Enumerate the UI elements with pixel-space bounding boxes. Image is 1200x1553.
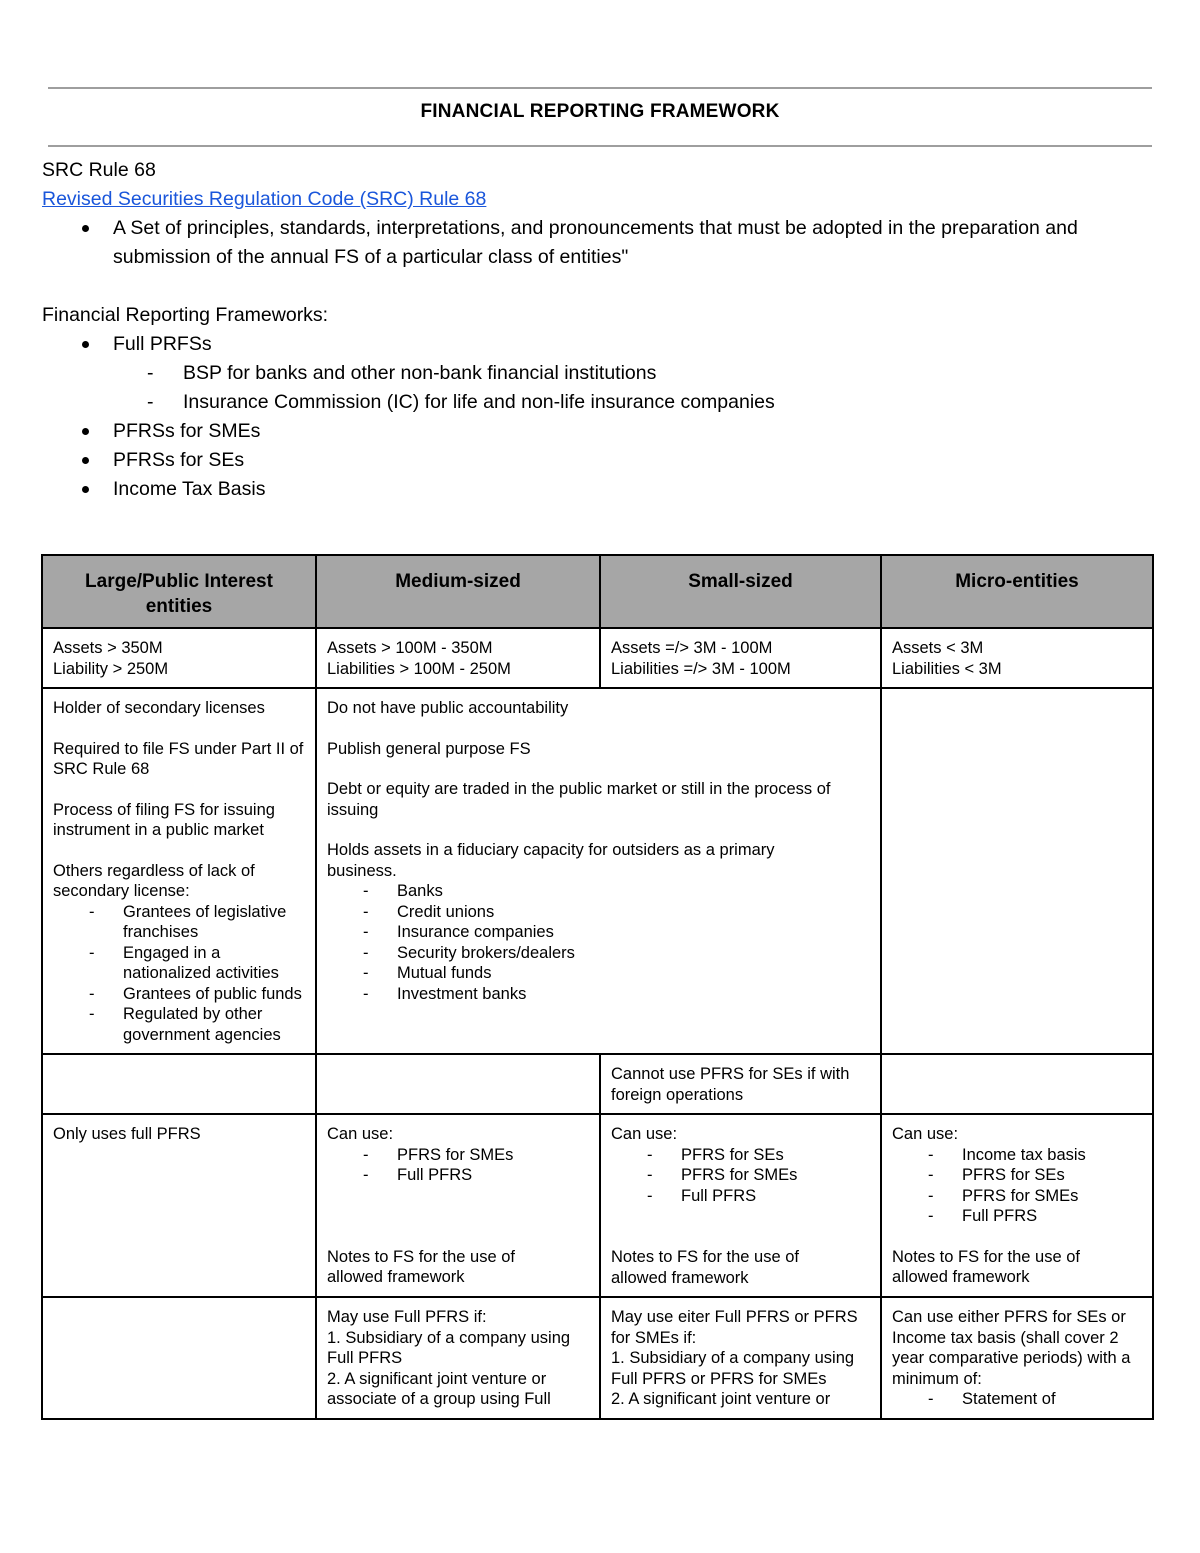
condition-text: May use eiter Full PFRS or PFRS for SMEs if: — [611, 1308, 858, 1347]
entity-classification-table — [41, 554, 1154, 1420]
criteria-text: Publish general purpose FS — [327, 739, 531, 758]
usage-medium — [316, 1114, 600, 1297]
list-item: - PFRS for SMEs — [327, 1145, 589, 1166]
list-item: - Full PFRS — [611, 1186, 870, 1207]
empty-cell — [316, 1054, 600, 1114]
empty-cell — [42, 1297, 316, 1419]
criteria-text: Do not have public accountability — [327, 699, 569, 717]
document-title: FINANCIAL REPORTING FRAMEWORK — [420, 101, 780, 122]
list-item: - Income tax basis — [892, 1145, 1142, 1166]
conditions-medium — [316, 1297, 600, 1419]
definition-list — [42, 214, 1152, 272]
table-row — [42, 628, 1153, 688]
usage-small — [600, 1114, 881, 1297]
empty-cell — [881, 1054, 1153, 1114]
assets-threshold: Assets > 350M — [53, 639, 163, 657]
frameworks-list — [42, 330, 1152, 504]
src-rule-link[interactable]: Revised Securities Regulation Code (SRC) Rule 68 — [42, 188, 487, 210]
threshold-large — [42, 628, 316, 688]
criteria-list — [327, 881, 870, 1004]
criteria-text: Holds assets in a fiduciary capacity for outsiders as a primary business. — [327, 841, 775, 880]
list-item: - Grantees of legislative franchises — [53, 902, 305, 943]
statement-list — [892, 1389, 1142, 1410]
threshold-micro — [881, 628, 1153, 688]
list-item: - PFRS for SEs — [611, 1145, 870, 1166]
assets-threshold: Assets > 100M - 350M — [327, 639, 493, 657]
list-item: - Engaged in a nationalized activities — [53, 943, 305, 984]
notes-text: Notes to FS for the use of allowed framework — [611, 1248, 800, 1287]
threshold-medium — [316, 628, 600, 688]
framework-item: PFRSs for SMEs — [42, 417, 1152, 446]
framework-options — [327, 1145, 589, 1186]
table-row — [42, 1114, 1153, 1297]
threshold-small — [600, 628, 881, 688]
condition-text: 2. A significant joint venture or associate of a group using Full — [327, 1369, 551, 1408]
list-item: - PFRS for SEs — [892, 1165, 1142, 1186]
list-item: - Regulated by other government agencies — [53, 1004, 305, 1045]
criteria-text: Required to file FS under Part II of SRC Rule 68 — [53, 739, 304, 778]
header-small: Small-sized — [600, 555, 881, 628]
notes-text: Notes to FS for the use of allowed framework — [892, 1247, 1081, 1286]
framework-sublist — [113, 359, 1152, 417]
table-header-row — [42, 555, 1153, 628]
top-divider — [48, 87, 1152, 89]
list-item: - Mutual funds — [327, 963, 870, 984]
list-item: - PFRS for SMEs — [892, 1186, 1142, 1207]
list-item: - Banks — [327, 881, 870, 902]
table-row — [42, 1054, 1153, 1114]
small-foreign-note: Cannot use PFRS for SEs if with foreign operations — [600, 1054, 881, 1114]
framework-options — [611, 1145, 870, 1207]
notes-text: Notes to FS for the use of allowed framework — [327, 1247, 516, 1286]
list-item: - Security brokers/dealers — [327, 943, 870, 964]
can-use-label: Can use: — [611, 1125, 678, 1143]
condition-text: 2. A significant joint venture or — [611, 1390, 831, 1408]
list-item: - Full PFRS — [327, 1165, 589, 1186]
framework-options — [892, 1145, 1142, 1227]
intro-section — [42, 156, 1152, 504]
definition-item: A Set of principles, standards, interpretations, and pronouncements that must be adopted in the preparation and submission of the annual FS of a particular class of entities" — [42, 214, 1152, 272]
condition-text: 1. Subsidiary of a company using Full PFRS or PFRS for SMEs — [611, 1349, 855, 1388]
table-row — [42, 1297, 1153, 1419]
liability-threshold: Liabilities =/> 3M - 100M — [611, 659, 791, 678]
criteria-text: Process of filing FS for issuing instrument in a public market — [53, 800, 275, 839]
liability-threshold: Liabilities > 100M - 250M — [327, 659, 511, 678]
list-item: - Insurance companies — [327, 922, 870, 943]
list-item: - Statement of — [892, 1389, 1142, 1410]
criteria-medium-small — [316, 688, 881, 1054]
conditions-small — [600, 1297, 881, 1419]
table-row — [42, 688, 1153, 1054]
frameworks-heading: Financial Reporting Frameworks: — [42, 304, 329, 326]
criteria-text: Debt or equity are traded in the public market or still in the process of issuing — [327, 780, 831, 819]
liability-threshold: Liabilities < 3M — [892, 659, 1002, 678]
list-item: - PFRS for SMEs — [611, 1165, 870, 1186]
criteria-list — [53, 902, 305, 1046]
can-use-label: Can use: — [892, 1125, 959, 1143]
criteria-micro — [881, 688, 1153, 1054]
rule-label: SRC Rule 68 — [42, 159, 156, 181]
list-item: - Full PFRS — [892, 1206, 1142, 1227]
list-item: - Credit unions — [327, 902, 870, 923]
can-use-label: Can use: — [327, 1125, 394, 1143]
framework-item — [42, 330, 1152, 417]
criteria-text: Holder of secondary licenses — [53, 699, 265, 717]
condition-text: Can use either PFRS for SEs or Income tax basis (shall cover 2 year comparative periods) with a minimum of: — [892, 1308, 1131, 1388]
condition-text: 1. Subsidiary of a company using Full PFRS — [327, 1328, 571, 1367]
criteria-large — [42, 688, 316, 1054]
list-item: - Grantees of public funds — [53, 984, 305, 1005]
header-micro: Micro-entities — [881, 555, 1153, 628]
header-medium: Medium-sized — [316, 555, 600, 628]
usage-large: Only uses full PFRS — [42, 1114, 316, 1297]
empty-cell — [42, 1054, 316, 1114]
header-large: Large/Public Interest entities — [42, 555, 316, 628]
list-item: - Investment banks — [327, 984, 870, 1005]
framework-subitem: - Insurance Commission (IC) for life and non-life insurance companies — [113, 388, 1152, 417]
condition-text: May use Full PFRS if: — [327, 1308, 487, 1326]
bottom-divider — [48, 145, 1152, 147]
framework-subitem: - BSP for banks and other non-bank financial institutions — [113, 359, 1152, 388]
conditions-micro — [881, 1297, 1153, 1419]
framework-label: Full PRFSs — [113, 333, 212, 355]
framework-item: Income Tax Basis — [42, 475, 1152, 504]
assets-threshold: Assets < 3M — [892, 639, 984, 657]
liability-threshold: Liability > 250M — [53, 659, 169, 678]
assets-threshold: Assets =/> 3M - 100M — [611, 639, 773, 657]
framework-item: PFRSs for SEs — [42, 446, 1152, 475]
criteria-text: Others regardless of lack of secondary license: — [53, 861, 255, 900]
usage-micro — [881, 1114, 1153, 1297]
